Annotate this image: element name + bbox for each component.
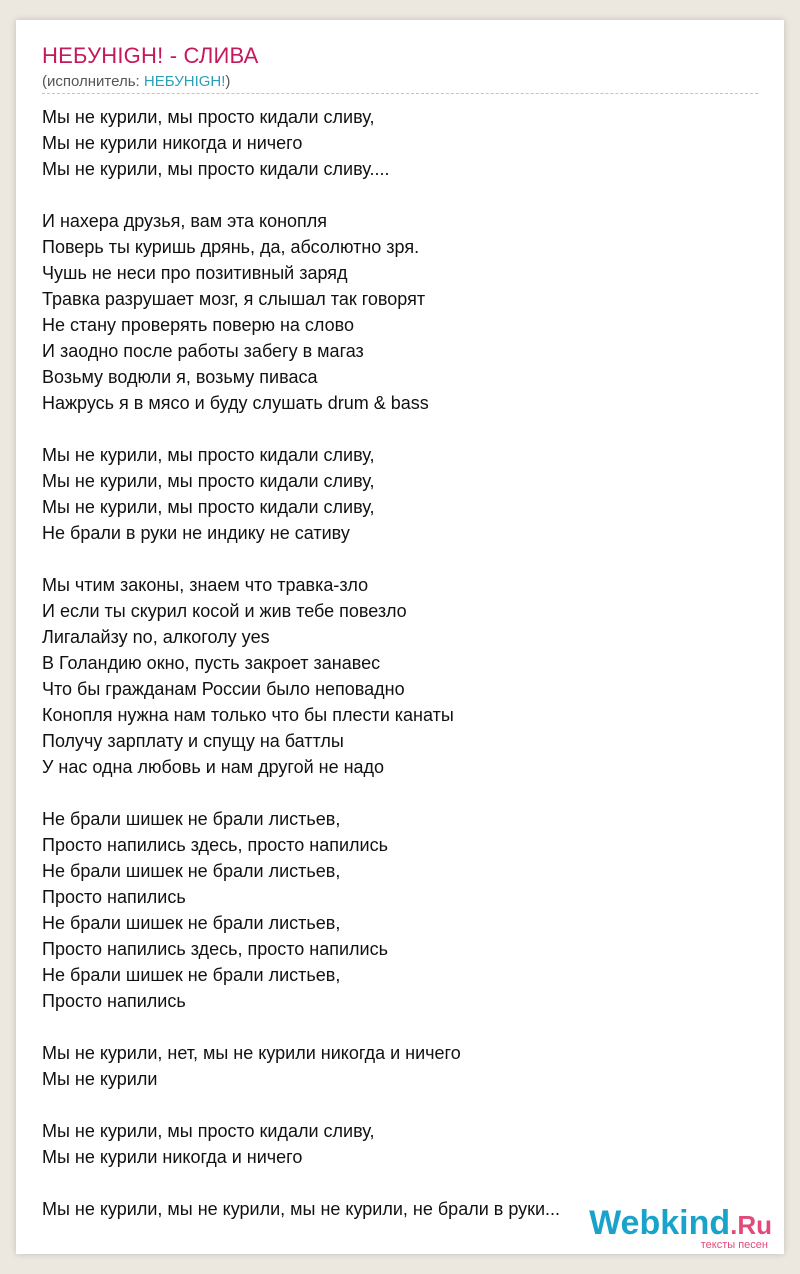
divider <box>42 93 758 94</box>
lyric-line: И если ты скурил косой и жив тебе повезло <box>42 601 407 621</box>
lyric-line: Просто напились <box>42 887 186 907</box>
stanza-gap <box>42 1092 762 1118</box>
song-title: НЕБУНIGH! - СЛИВА <box>42 43 259 68</box>
lyric-line: Мы не курили <box>42 1069 158 1089</box>
stanza-gap <box>42 182 762 208</box>
artist-suffix: ) <box>225 73 231 90</box>
lyric-line: Конопля нужна нам только что бы плести канаты <box>42 705 454 725</box>
lyric-line: Что бы гражданам России было неповадно <box>42 679 405 699</box>
lyric-line: Поверь ты куришь дрянь, да, абсолютно зря. <box>42 237 420 257</box>
lyric-line: Не брали шишек не брали листьев, <box>42 913 341 933</box>
lyric-line: Мы чтим законы, знаем что травка-зло <box>42 575 369 595</box>
logo-tagline: тексты песен <box>700 1239 768 1251</box>
lyric-line: Просто напились <box>42 991 186 1011</box>
lyric-line: Не брали шишек не брали листьев, <box>42 861 341 881</box>
lyric-line: Мы не курили никогда и ничего <box>42 1147 303 1167</box>
site-logo[interactable] <box>589 1204 772 1251</box>
lyric-line: У нас одна любовь и нам другой не надо <box>42 757 385 777</box>
lyric-line: Мы не курили, мы просто кидали сливу, <box>42 445 375 465</box>
lyric-line: Не брали шишек не брали листьев, <box>42 809 341 829</box>
logo-wordmark: Webkind <box>589 1204 731 1242</box>
stanza-gap <box>42 1014 762 1040</box>
stanza-gap <box>42 546 762 572</box>
lyric-line: Чушь не неси про позитивный заряд <box>42 263 348 283</box>
lyric-line: Мы не курили, мы просто кидали сливу.... <box>42 159 390 179</box>
lyric-line: Мы не курили никогда и ничего <box>42 133 303 153</box>
lyric-line: Не брали в руки не индику не сативу <box>42 523 350 543</box>
lyric-line: И заодно после работы забегу в магаз <box>42 341 364 361</box>
artist-link[interactable]: НЕБУНIGH! <box>143 73 226 90</box>
lyrics-text <box>42 104 762 1222</box>
stanza-gap <box>42 780 762 806</box>
lyric-line: Мы не курили, мы просто кидали сливу, <box>42 471 375 491</box>
lyric-line: Лигалайзу no, алкоголу yes <box>42 627 270 647</box>
lyric-line: Получу зарплату и спущу на баттлы <box>42 731 344 751</box>
stanza-gap <box>42 1170 762 1196</box>
lyric-line: Мы не курили, мы просто кидали сливу, <box>42 1121 375 1141</box>
lyric-line: Мы не курили, мы просто кидали сливу, <box>42 497 375 517</box>
lyric-line: Просто напились здесь, просто напились <box>42 835 388 855</box>
lyric-line: Не брали шишек не брали листьев, <box>42 965 341 985</box>
lyric-line: Не стану проверять поверю на слово <box>42 315 355 335</box>
lyric-line: Мы не курили, нет, мы не курили никогда и ничего <box>42 1043 461 1063</box>
logo-domain: .Ru <box>730 1210 772 1240</box>
lyric-line: В Голандию окно, пусть закроет занавес <box>42 653 381 673</box>
lyric-line: Мы не курили, мы не курили, мы не курили, не брали в руки... <box>42 1199 561 1219</box>
stanza-gap <box>42 416 762 442</box>
lyric-line: Нажрусь я в мясо и буду слушать drum & bass <box>42 393 429 413</box>
lyric-line: И нахера друзья, вам эта конопля <box>42 211 328 231</box>
lyric-line: Травка разрушает мозг, я слышал так говорят <box>42 289 426 309</box>
lyric-line: Просто напились здесь, просто напились <box>42 939 388 959</box>
artist-prefix: (исполнитель: <box>42 73 144 90</box>
lyric-line: Мы не курили, мы просто кидали сливу, <box>42 107 375 127</box>
artist-line <box>42 73 230 90</box>
lyric-line: Возьму водюли я, возьму пиваса <box>42 367 318 387</box>
